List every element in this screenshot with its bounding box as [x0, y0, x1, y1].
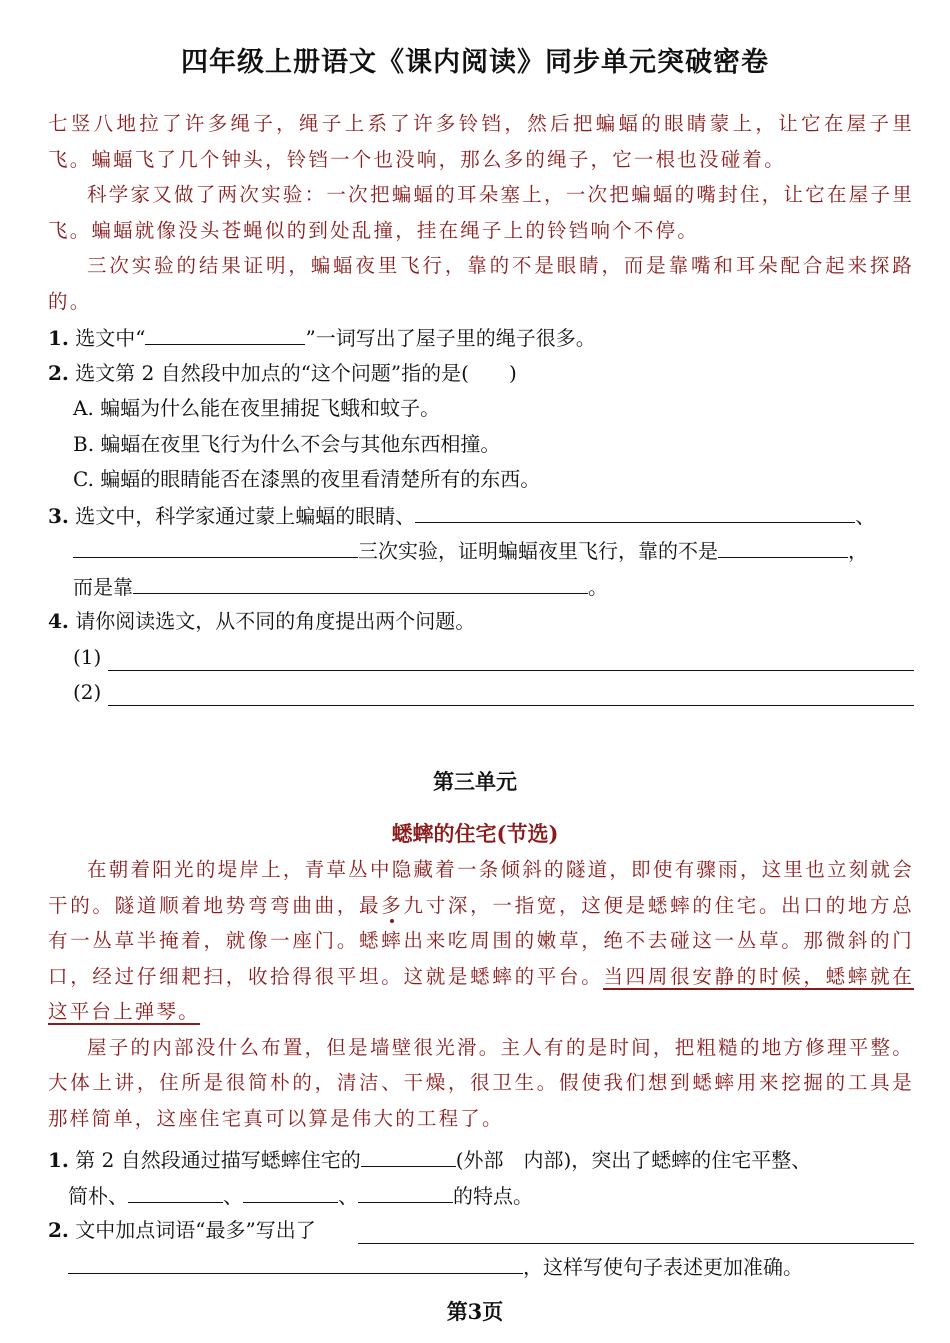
question-1: 1. 第 2 自然段通过描写蟋蟀住宅的 (外部 内部)，突出了蟋蟀的住宅平整、 [48, 1142, 914, 1178]
passage-cricket [48, 852, 914, 1136]
answer-blank[interactable] [718, 533, 848, 558]
answer-blank[interactable] [361, 1142, 456, 1167]
option-c[interactable]: C. 蝙蝠的眼睛能否在漆黑的夜里看清楚所有的东西。 [73, 467, 541, 491]
question-number: 1. [48, 326, 69, 350]
question-2: 2. 选文第 2 自然段中加点的“这个问题”指的是( ) [48, 360, 517, 385]
question-1: 1. 选文中“ ”一词写出了屋子里的绳子很多。 [48, 320, 914, 356]
answer-line[interactable] [108, 681, 914, 706]
passage-paragraph: 三次实验的结果证明，蝙蝠夜里飞行，靠的不是眼睛，而是靠嘴和耳朵配合起来探路的。 [48, 254, 914, 313]
answer-blank[interactable] [358, 1178, 453, 1203]
answer-blank[interactable] [243, 1178, 338, 1203]
question-block-1 [48, 320, 914, 711]
answer-blank[interactable] [128, 1178, 223, 1203]
question-number: 3. [48, 503, 69, 528]
question-number: 2. [48, 360, 69, 385]
answer-blank[interactable] [73, 533, 358, 558]
passage-title: 蟋蟀的住宅(节选) [391, 821, 559, 846]
passage-paragraph: 在朝着阳光的堤岸上，青草丛中隐藏着一条倾斜的隧道，即使有骤雨，这里也立刻就会干的。隧道顺着地势弯弯曲曲，最多九寸深，一指宽，这便是蟋蟀的住宅。出口的地方总有一丛草半掩着，就像一座门。蟋蟀出来吃周围的嫩草，绝不去碰这一丛草。那微斜的门口，经过仔细耙扫，收拾得很平坦。这就是蟋蟀的平台。当四周很安静的时候，蟋蟀就在这平台上弹琴。 [48, 858, 914, 1023]
answer-line[interactable] [358, 1219, 914, 1244]
answer-blank[interactable] [68, 1249, 523, 1274]
question-number: 2. [48, 1218, 69, 1242]
dotted-word: 多 [381, 893, 404, 917]
question-number: 4. [48, 609, 69, 633]
question-2-cont: ，这样写使句子表述更加准确。 [48, 1249, 914, 1285]
answer-blank[interactable] [415, 498, 855, 523]
passage-paragraph: 屋子的内部没什么布置，但是墙壁很光滑。主人有的是时间，把粗糙的地方修理平整。大体上讲，住所是很简朴的，清洁、干燥，很卫生。假使我们想到蟋蟀用来挖掘的工具是那样简单，这座住宅真可以算是伟大的工程了。 [48, 1035, 914, 1130]
underlined-sentence: 当四周很安静的时候，蟋蟀就在这平台上弹琴。 [48, 964, 914, 1023]
question-3-cont: 三次实验，证明蝙蝠夜里飞行，靠的不是 ， [48, 533, 914, 569]
question-2: 2. 文中加点词语“最多”写出了 [48, 1213, 914, 1249]
unit-heading: 第三单元 [433, 769, 517, 794]
question-4-line-2: (2) [48, 675, 914, 711]
question-block-2 [48, 1142, 914, 1284]
answer-blank[interactable] [145, 320, 305, 345]
page-title: 四年级上册语文《课内阅读》同步单元突破密卷 [181, 47, 769, 78]
option-a[interactable]: A. 蝙蝠为什么能在夜里捕捉飞蛾和蚊子。 [73, 396, 441, 420]
answer-line[interactable] [108, 646, 914, 671]
question-3: 3. 选文中，科学家通过蒙上蝙蝠的眼睛、 、 [48, 498, 914, 534]
question-3-cont: 而是靠 。 [48, 569, 914, 605]
passage-paragraph: 七竖八地拉了许多绳子，绳子上系了许多铃铛，然后把蝙蝠的眼睛蒙上，让它在屋子里飞。蝙蝠飞了几个钟头，铃铛一个也没响，那么多的绳子，它一根也没碰着。 [48, 112, 914, 171]
question-number: 1. [48, 1148, 69, 1172]
page-number: 第3页 [446, 1299, 504, 1324]
question-1-cont: 简朴、 、 、 的特点。 [48, 1178, 914, 1214]
passage-bats [48, 106, 914, 319]
question-4-line-1: (1) [48, 640, 914, 676]
answer-blank[interactable] [133, 569, 588, 594]
passage-paragraph: 科学家又做了两次实验：一次把蝙蝠的耳朵塞上，一次把蝙蝠的嘴封住，让它在屋子里飞。蝙蝠就像没头苍蝇似的到处乱撞，挂在绳子上的铃铛响个不停。 [48, 183, 914, 242]
option-b[interactable]: B. 蝙蝠在夜里飞行为什么不会与其他东西相撞。 [73, 431, 501, 456]
question-4: 4. 请你阅读选文，从不同的角度提出两个问题。 [48, 609, 476, 633]
